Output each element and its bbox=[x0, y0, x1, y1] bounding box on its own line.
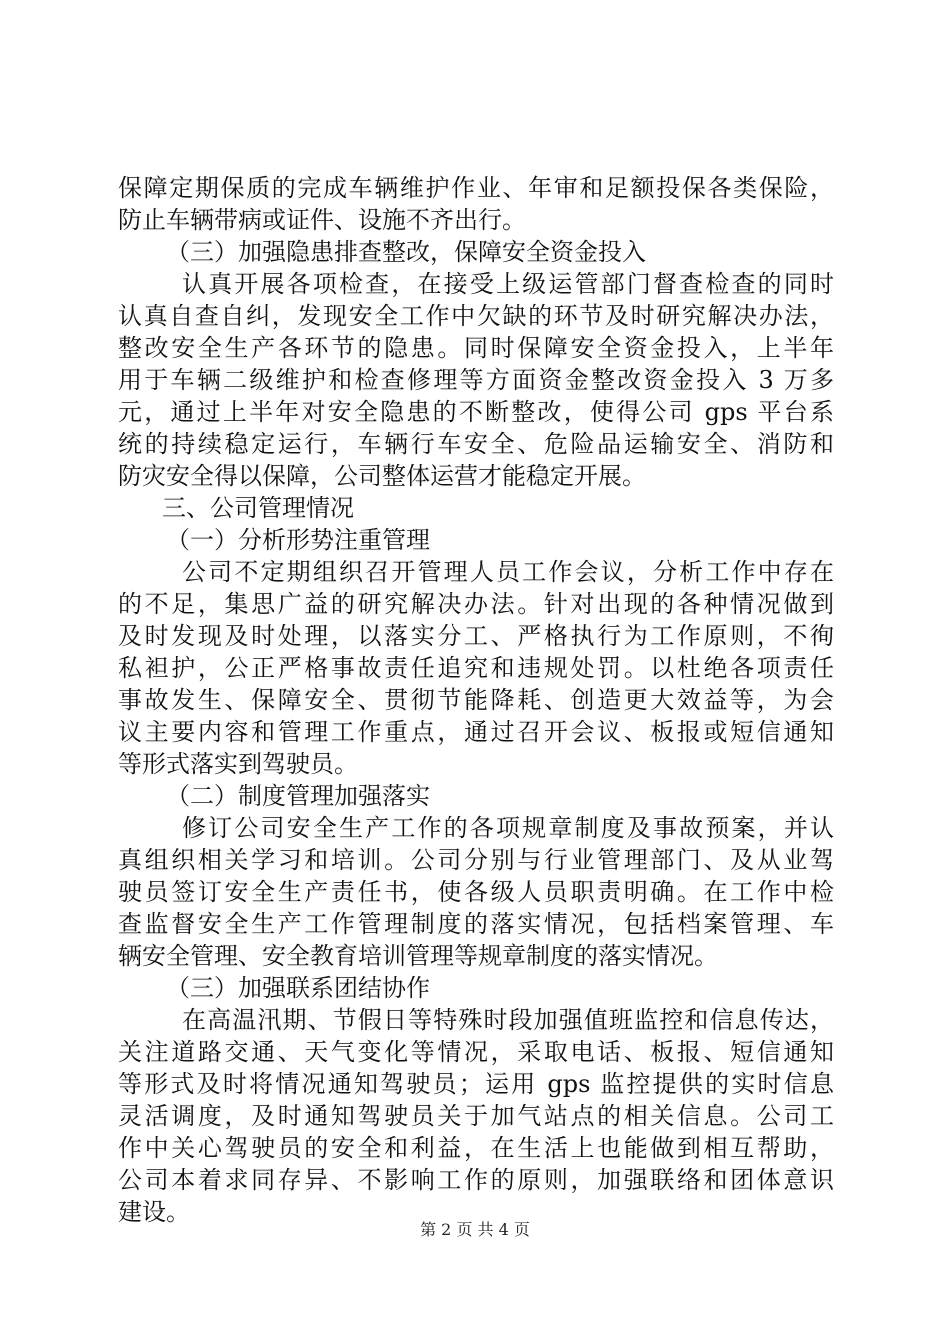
body-line: 认真自查自纠，发现安全工作中欠缺的环节及时研究解决办法， bbox=[118, 302, 834, 330]
body-line: 建设。 bbox=[118, 1198, 190, 1226]
body-line: 等形式及时将情况通知驾驶员；运用 gps 监控提供的实时信息 bbox=[118, 1070, 834, 1098]
paragraph-first-line: 修订公司安全生产工作的各项规章制度及事故预案，并认 bbox=[182, 814, 834, 842]
body-line: 私袒护，公正严格事故责任追究和违规处罚。以杜绝各项责任 bbox=[118, 654, 834, 682]
body-line: 辆安全管理、安全教育培训管理等规章制度的落实情况。 bbox=[118, 942, 718, 970]
body-line: 事故发生、保障安全、贯彻节能降耗、创造更大效益等，为会 bbox=[118, 686, 834, 714]
body-line: 作中关心驾驶员的安全和利益，在生活上也能做到相互帮助， bbox=[118, 1134, 834, 1162]
body-line: 保障定期保质的完成车辆维护作业、年审和足额投保各类保险， bbox=[118, 174, 834, 202]
section-subheading: （二）制度管理加强落实 bbox=[166, 782, 430, 810]
body-line: 用于车辆二级维护和检查修理等方面资金整改资金投入 3 万多 bbox=[118, 366, 834, 394]
body-line: 的不足，集思广益的研究解决办法。针对出现的各种情况做到 bbox=[118, 590, 834, 618]
body-line: 关注道路交通、天气变化等情况，采取电话、板报、短信通知 bbox=[118, 1038, 834, 1066]
paragraph-first-line: 认真开展各项检查，在接受上级运管部门督查检查的同时 bbox=[182, 270, 834, 298]
body-line: 及时发现及时处理，以落实分工、严格执行为工作原则，不徇 bbox=[118, 622, 834, 650]
page-number: 第 2 页 共 4 页 bbox=[420, 1220, 530, 1239]
body-line: 灵活调度，及时通知驾驶员关于加气站点的相关信息。公司工 bbox=[118, 1102, 834, 1130]
body-line: 真组织相关学习和培训。公司分别与行业管理部门、及从业驾 bbox=[118, 846, 834, 874]
body-line: 防止车辆带病或证件、设施不齐出行。 bbox=[118, 206, 526, 234]
body-line: 公司本着求同存异、不影响工作的原则，加强联络和团体意识 bbox=[118, 1166, 834, 1194]
paragraph-first-line: 在高温汛期、节假日等特殊时段加强值班监控和信息传达， bbox=[182, 1006, 834, 1034]
page-footer bbox=[0, 1217, 950, 1240]
body-line: 元，通过上半年对安全隐患的不断整改，使得公司 gps 平台系 bbox=[118, 398, 834, 426]
paragraph-first-line: 公司不定期组织召开管理人员工作会议，分析工作中存在 bbox=[182, 558, 834, 586]
document-body bbox=[118, 172, 834, 1228]
body-line: 整改安全生产各环节的隐患。同时保障安全资金投入，上半年 bbox=[118, 334, 834, 362]
body-line: 统的持续稳定运行，车辆行车安全、危险品运输安全、消防和 bbox=[118, 430, 834, 458]
section-subheading: （三）加强联系团结协作 bbox=[166, 974, 430, 1002]
body-line: 驶员签订安全生产责任书，使各级人员职责明确。在工作中检 bbox=[118, 878, 834, 906]
section-subheading: （一）分析形势注重管理 bbox=[166, 526, 430, 554]
body-line: 防灾安全得以保障，公司整体运营才能稳定开展。 bbox=[118, 462, 646, 490]
section-heading: 三、公司管理情况 bbox=[162, 494, 354, 522]
body-line: 查监督安全生产工作管理制度的落实情况，包括档案管理、车 bbox=[118, 910, 834, 938]
body-line: 等形式落实到驾驶员。 bbox=[118, 750, 358, 778]
section-subheading: （三）加强隐患排查整改，保障安全资金投入 bbox=[166, 238, 646, 266]
body-line: 议主要内容和管理工作重点，通过召开会议、板报或短信通知 bbox=[118, 718, 834, 746]
